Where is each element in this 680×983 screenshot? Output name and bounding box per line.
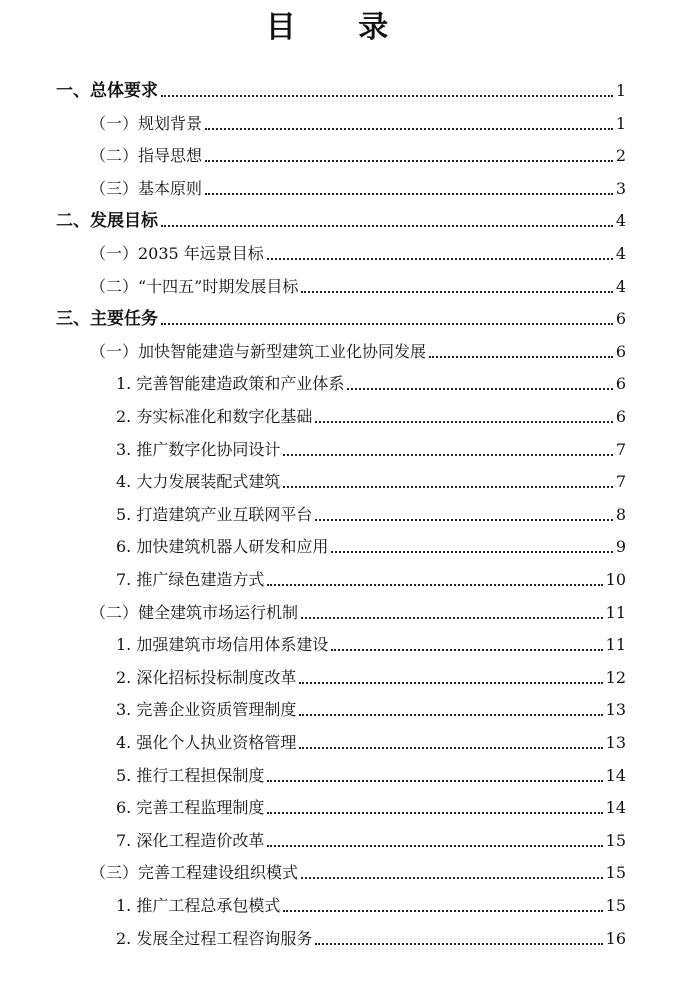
- toc-entry-page-number: 7: [615, 472, 626, 492]
- dot-leader: [299, 682, 602, 684]
- dot-leader: [301, 291, 612, 293]
- toc-entry[interactable]: [90, 856, 626, 884]
- toc-entry[interactable]: [116, 661, 626, 689]
- dot-leader: [205, 160, 613, 162]
- dot-leader: [301, 877, 603, 879]
- toc-entry-page-number: 8: [615, 504, 626, 524]
- dot-leader: [161, 225, 613, 227]
- toc-entry[interactable]: [116, 400, 626, 428]
- toc-entry[interactable]: [116, 367, 626, 395]
- toc-entry[interactable]: [116, 465, 626, 493]
- toc-entry-page-number: 3: [615, 178, 626, 198]
- toc-entry-page-number: 13: [605, 700, 626, 720]
- dot-leader: [429, 356, 613, 358]
- toc-entry[interactable]: [116, 726, 626, 754]
- toc-entry[interactable]: [56, 302, 626, 330]
- toc-entry-label: 1. 加强建筑市场信用体系建设: [116, 635, 329, 655]
- toc-entry-page-number: 15: [605, 863, 626, 883]
- dot-leader: [205, 128, 613, 130]
- toc-entry-label: 6. 加快建筑机器人研发和应用: [116, 537, 329, 557]
- toc-entry-label: 1. 完善智能建造政策和产业体系: [116, 374, 345, 394]
- toc-entry-label: （三）基本原则: [90, 178, 203, 198]
- toc-entry-page-number: 9: [615, 537, 626, 557]
- toc-entry[interactable]: [116, 791, 626, 819]
- toc-entry-label: （三）完善工程建设组织模式: [90, 863, 299, 883]
- toc-entry-label: 3. 完善企业资质管理制度: [116, 700, 297, 720]
- toc-entry[interactable]: [90, 270, 626, 298]
- toc-entry-label: 1. 推广工程总承包模式: [116, 896, 281, 915]
- toc-entry[interactable]: [90, 335, 626, 363]
- dot-leader: [267, 584, 602, 586]
- toc-entry-label: 5. 推行工程担保制度: [116, 765, 265, 785]
- dot-leader: [331, 551, 612, 553]
- toc-entry-page-number: 14: [605, 798, 626, 818]
- toc-entry-page-number: 14: [605, 765, 626, 785]
- toc-entry[interactable]: [90, 596, 626, 624]
- toc-entry-label: 4. 大力发展装配式建筑: [116, 472, 281, 492]
- toc-entry[interactable]: [56, 204, 626, 232]
- dot-leader: [283, 910, 602, 912]
- dot-leader: [283, 486, 612, 488]
- toc-entry-label: 4. 强化个人执业资格管理: [116, 733, 297, 752]
- toc-entry[interactable]: [116, 824, 626, 852]
- toc-entry[interactable]: [90, 107, 626, 135]
- dot-leader: [301, 617, 603, 619]
- toc-entry[interactable]: [116, 563, 626, 591]
- toc-entry[interactable]: [116, 530, 626, 558]
- toc-entry-label: （二）健全建筑市场运行机制: [90, 602, 299, 622]
- dot-leader: [315, 943, 602, 945]
- toc-entry-page-number: 6: [615, 374, 626, 394]
- toc-entry-page-number: 11: [605, 602, 626, 622]
- toc-entry-page-number: 11: [605, 635, 626, 655]
- toc-entry-label: 一、总体要求: [56, 81, 158, 101]
- dot-leader: [331, 649, 602, 651]
- toc-entry[interactable]: [116, 889, 626, 917]
- dot-leader: [205, 193, 613, 195]
- toc-entry-page-number: 4: [615, 244, 626, 263]
- page-title: 目 录: [265, 10, 415, 45]
- dot-leader: [299, 747, 602, 749]
- toc-entry-page-number: 6: [615, 407, 626, 426]
- toc-entry[interactable]: [90, 139, 626, 167]
- dot-leader: [347, 388, 612, 390]
- toc-entry-label: 三、主要任务: [56, 309, 158, 330]
- toc-entry-page-number: 6: [615, 341, 626, 361]
- toc-entry-page-number: 12: [605, 667, 626, 687]
- toc-entry-label: 5. 打造建筑产业互联网平台: [116, 504, 313, 524]
- toc-entry-page-number: 15: [605, 896, 626, 915]
- dot-leader: [161, 95, 613, 97]
- toc-entry-page-number: 7: [615, 439, 626, 459]
- dot-leader: [267, 780, 602, 782]
- toc-entry-label: 6. 完善工程监理制度: [116, 798, 265, 818]
- toc-entry[interactable]: [90, 172, 626, 200]
- toc-entry-label: 2. 深化招标投标制度改革: [116, 667, 297, 687]
- toc-entry-page-number: 16: [605, 928, 626, 948]
- toc-entry-page-number: 4: [615, 276, 626, 296]
- toc-entry[interactable]: [116, 759, 626, 787]
- toc-entry-page-number: 2: [615, 146, 626, 166]
- toc-entry-label: （二）指导思想: [90, 146, 203, 166]
- toc-entry-page-number: 15: [605, 830, 626, 850]
- toc-entry-page-number: 4: [615, 211, 626, 231]
- toc-entry[interactable]: [90, 237, 626, 265]
- dot-leader: [267, 258, 613, 260]
- dot-leader: [315, 421, 612, 423]
- dot-leader: [299, 714, 602, 716]
- toc-entry-page-number: 10: [605, 570, 626, 589]
- dot-leader: [315, 519, 612, 521]
- toc-entry[interactable]: [56, 74, 626, 102]
- dot-leader: [267, 812, 602, 814]
- toc-entry[interactable]: [116, 433, 626, 461]
- toc-entry-label: （二）“十四五”时期发展目标: [90, 276, 299, 296]
- toc-entry-label: 7. 推广绿色建造方式: [116, 570, 265, 589]
- toc-entry-label: 2. 夯实标准化和数字化基础: [116, 407, 313, 426]
- toc-entry-label: 3. 推广数字化协同设计: [116, 439, 281, 459]
- dot-leader: [283, 454, 612, 456]
- toc-entry-page-number: 6: [615, 309, 626, 329]
- toc-entry-label: （一）加快智能建造与新型建筑工业化协同发展: [90, 341, 427, 361]
- toc-entry[interactable]: [116, 693, 626, 721]
- toc-entry-page-number: 1: [615, 113, 626, 133]
- toc-entry-page-number: 1: [615, 81, 626, 100]
- toc-entry-label: 2. 发展全过程工程咨询服务: [116, 928, 313, 948]
- dot-leader: [267, 845, 602, 847]
- toc-entry-label: （一）2035 年远景目标: [90, 244, 264, 263]
- toc-entry[interactable]: [116, 498, 626, 526]
- toc-entry[interactable]: [116, 628, 626, 656]
- toc-entry-label: 7. 深化工程造价改革: [116, 830, 265, 850]
- toc-entry[interactable]: [116, 922, 626, 950]
- toc-entry-page-number: 13: [605, 733, 626, 752]
- toc-entry-label: （一）规划背景: [90, 113, 203, 133]
- dot-leader: [161, 323, 613, 325]
- toc-entry-label: 二、发展目标: [56, 211, 158, 232]
